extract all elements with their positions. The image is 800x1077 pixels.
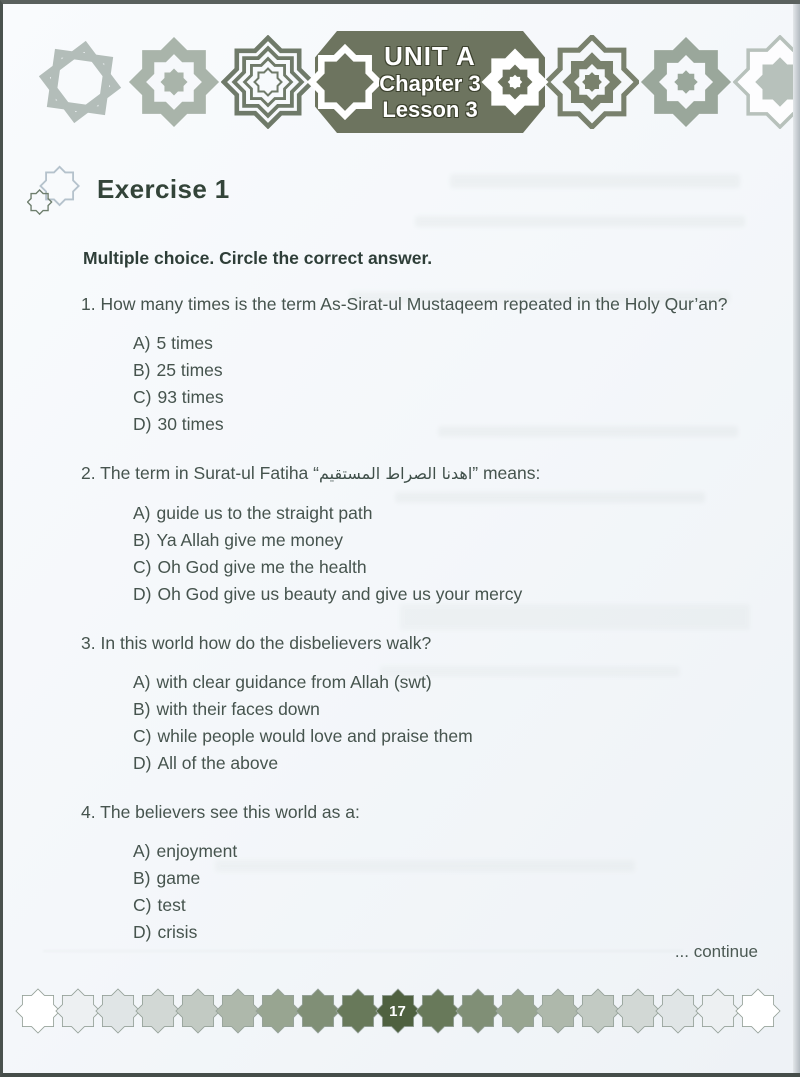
option-label: B)	[133, 360, 151, 380]
footer-star-strip	[3, 988, 792, 1034]
bleed-through-artifact	[350, 292, 730, 303]
question-number: 2.	[81, 463, 96, 483]
option-text: 30 times	[157, 414, 224, 434]
option-text: 93 times	[157, 387, 224, 407]
question-number: 4.	[81, 802, 96, 822]
option-label: C)	[133, 387, 152, 407]
option-row	[133, 584, 800, 604]
bleed-through-artifact	[450, 174, 740, 188]
question-number: 1.	[81, 294, 96, 314]
option-label: D)	[133, 922, 152, 942]
option-row	[133, 922, 800, 942]
tile-star-icon	[639, 35, 733, 129]
options-list	[133, 841, 800, 942]
option-label: C)	[133, 726, 152, 746]
option-label: D)	[133, 753, 152, 773]
option-row	[133, 333, 800, 353]
options-list	[133, 503, 800, 604]
option-row	[133, 699, 800, 719]
option-label: A)	[133, 333, 151, 353]
pinwheel-star-icon	[33, 35, 127, 129]
option-text: Ya Allah give me money	[156, 530, 343, 550]
option-row	[133, 387, 800, 407]
option-row	[133, 530, 800, 550]
question-2	[81, 462, 800, 604]
option-text: Oh God give me the health	[157, 557, 367, 577]
question-text: In this world how do the disbelievers walk?	[100, 633, 432, 653]
bleed-through-artifact	[380, 666, 680, 677]
bleed-through-artifact	[215, 860, 635, 872]
option-row	[133, 753, 800, 773]
question-1	[81, 293, 800, 434]
exercise-instruction: Multiple choice. Circle the correct answer.	[83, 248, 433, 268]
option-text: guide us to the straight path	[156, 503, 373, 523]
option-label: A)	[133, 503, 151, 523]
continue-label: ... continue	[674, 942, 758, 961]
solid-star-icon	[733, 35, 800, 129]
exercise-star-icon	[27, 164, 83, 224]
diamond-star-icon	[127, 35, 221, 129]
question-number: 3.	[81, 633, 96, 653]
chapter-label: Chapter 3	[379, 71, 481, 97]
options-list	[133, 333, 800, 434]
page-number: 17	[389, 1002, 406, 1020]
option-label: B)	[133, 868, 151, 888]
option-label: D)	[133, 584, 152, 604]
footer-star	[735, 988, 781, 1034]
option-row	[133, 726, 800, 746]
option-text: enjoyment	[156, 841, 238, 861]
question-3	[81, 632, 800, 773]
bleed-through-artifact	[400, 604, 750, 630]
question-text-suffix: ” means:	[472, 463, 541, 483]
option-label: D)	[133, 414, 152, 434]
option-label: C)	[133, 895, 152, 915]
option-label: B)	[133, 530, 151, 550]
unit-chapter-badge	[315, 31, 545, 133]
option-text: 5 times	[156, 333, 213, 353]
option-text: crisis	[157, 922, 198, 942]
option-text: 25 times	[156, 360, 223, 380]
bleed-through-artifact	[415, 216, 745, 227]
exercise-title: Exercise 1	[97, 174, 230, 204]
option-text: with clear guidance from Allah (swt)	[156, 672, 432, 692]
option-label: B)	[133, 699, 151, 719]
option-text: with their faces down	[156, 699, 320, 719]
option-row	[133, 503, 800, 523]
rosette-star-icon	[545, 35, 639, 129]
option-label: A)	[133, 841, 151, 861]
lesson-label: Lesson 3	[382, 97, 478, 123]
nested-star-icon	[221, 35, 315, 129]
option-text: All of the above	[157, 753, 279, 773]
option-row	[133, 360, 800, 380]
option-row	[133, 841, 800, 861]
option-text: test	[157, 895, 186, 915]
option-label: C)	[133, 557, 152, 577]
arabic-phrase: اهدنا الصراط المستقيم	[318, 464, 473, 483]
options-list	[133, 672, 800, 773]
bleed-through-artifact	[43, 950, 683, 952]
question-text: The believers see this world as a:	[100, 802, 360, 822]
option-text: Oh God give us beauty and give us your mercy	[157, 584, 523, 604]
bleed-through-artifact	[395, 492, 705, 503]
exercise-heading	[27, 164, 800, 224]
question-text: How many times is the term As-Sirat-ul Mustaqeem repeated in the Holy Qur’an?	[100, 294, 728, 314]
option-row	[133, 895, 800, 915]
option-text: game	[156, 868, 201, 888]
option-row	[133, 557, 800, 577]
option-label: A)	[133, 672, 151, 692]
bleed-through-artifact	[438, 426, 738, 437]
scan-edge-shadow	[793, 4, 800, 1073]
option-text: while people would love and praise them	[157, 726, 473, 746]
unit-label: UNIT A	[384, 40, 476, 71]
header-decorative-band	[3, 4, 800, 134]
question-text-prefix: The term in Surat-ul Fatiha “	[100, 463, 319, 483]
